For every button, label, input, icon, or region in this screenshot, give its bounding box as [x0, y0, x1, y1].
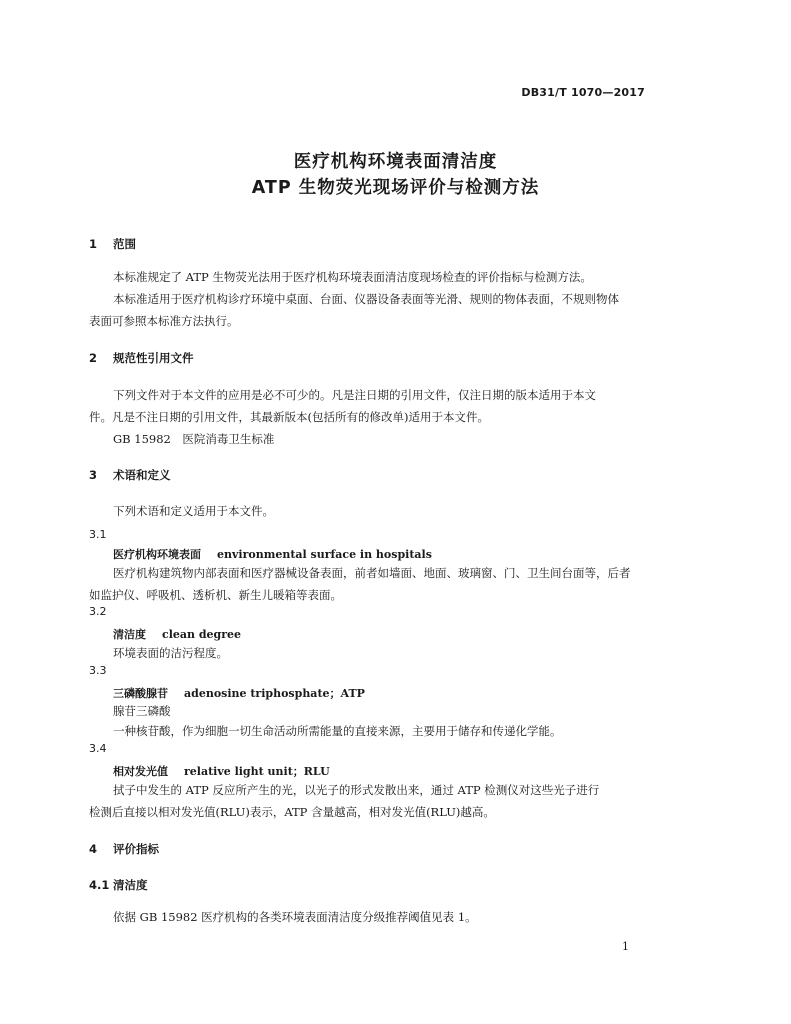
- term-3-2-title: [113, 626, 241, 642]
- section-number: 4.1: [89, 878, 110, 892]
- section-number: 4: [89, 842, 98, 856]
- term-zh: 清洁度: [113, 628, 146, 641]
- term-3-3-title: [113, 685, 365, 701]
- term-3-2-number: 3.2: [89, 605, 107, 618]
- section-2-paragraph-line-2: 件。凡是不注日期的引用文件，其最新版本(包括所有的修改单)适用于本文件。: [89, 410, 489, 424]
- section-title: 术语和定义: [113, 468, 171, 482]
- section-title: 规范性引用文件: [113, 351, 194, 365]
- term-zh: 相对发光值: [113, 765, 168, 778]
- term-zh: 医疗机构环境表面: [113, 548, 201, 561]
- section-3-heading: [89, 467, 171, 483]
- section-1-paragraph-1: 本标准规定了 ATP 生物荧光法用于医疗机构环境表面清洁度现场检查的评价指标与检测方法。: [113, 270, 592, 284]
- document-title-line1: 医疗机构环境表面清洁度: [293, 152, 498, 172]
- section-title: 评价指标: [113, 842, 159, 856]
- term-en: relative light unit；RLU: [184, 765, 330, 778]
- term-3-4-number: 3.4: [89, 742, 107, 755]
- normative-reference: GB 15982 医院消毒卫生标准: [113, 432, 275, 446]
- section-1-paragraph-2-line-2: 表面可参照本标准方法执行。: [89, 314, 239, 328]
- section-4-1-heading: [89, 877, 148, 893]
- section-number: 2: [89, 351, 98, 365]
- term-3-4-definition-line-1: 拭子中发生的 ATP 反应所产生的光，以光子的形式发散出来，通过 ATP 检测仪对这些光子进行: [113, 783, 600, 797]
- term-3-3-synonym: 腺苷三磷酸: [113, 704, 171, 718]
- section-3-intro: 下列术语和定义适用于本文件。: [113, 504, 274, 518]
- document-title-line2: ATP 生物荧光现场评价与检测方法: [251, 178, 540, 198]
- section-title: 范围: [113, 237, 136, 251]
- term-3-3-number: 3.3: [89, 664, 107, 677]
- standard-code: DB31/T 1070—2017: [521, 86, 645, 99]
- section-4-1-paragraph: 依据 GB 15982 医疗机构的各类环境表面清洁度分级推荐阈值见表 1。: [113, 910, 477, 924]
- section-2-heading: [89, 350, 194, 366]
- term-3-4-title: [113, 763, 330, 779]
- term-3-1-title: [113, 546, 432, 562]
- term-3-1-definition-line-2: 如监护仪、呼吸机、透析机、新生儿暖箱等表面。: [89, 588, 342, 602]
- section-number: 3: [89, 468, 98, 482]
- section-number: 1: [89, 237, 98, 251]
- term-en: clean degree: [162, 628, 242, 641]
- term-zh: 三磷酸腺苷: [113, 687, 168, 700]
- section-2-paragraph-line-1: 下列文件对于本文件的应用是必不可少的。凡是注日期的引用文件，仅注日期的版本适用于本文: [113, 388, 596, 402]
- term-3-3-definition: 一种核苷酸，作为细胞一切生命活动所需能量的直接来源，主要用于储存和传递化学能。: [113, 724, 562, 738]
- term-3-2-definition: 环境表面的洁污程度。: [113, 646, 228, 660]
- section-1-paragraph-2-line-1: 本标准适用于医疗机构诊疗环境中桌面、台面、仪器设备表面等光滑、规则的物体表面，不规则物体: [113, 292, 619, 306]
- page-number: 1: [622, 940, 629, 953]
- term-3-1-definition-line-1: 医疗机构建筑物内部表面和医疗器械设备表面，前者如墙面、地面、玻璃窗、门、卫生间台面等，后者: [113, 566, 631, 580]
- term-en: environmental surface in hospitals: [217, 548, 432, 561]
- section-1-heading: [89, 236, 136, 252]
- term-3-4-definition-line-2: 检测后直接以相对发光值(RLU)表示，ATP 含量越高，相对发光值(RLU)越高。: [89, 805, 495, 819]
- section-title: 清洁度: [113, 878, 148, 892]
- term-en: adenosine triphosphate；ATP: [184, 687, 365, 700]
- section-4-heading: [89, 841, 159, 857]
- term-3-1-number: 3.1: [89, 528, 107, 541]
